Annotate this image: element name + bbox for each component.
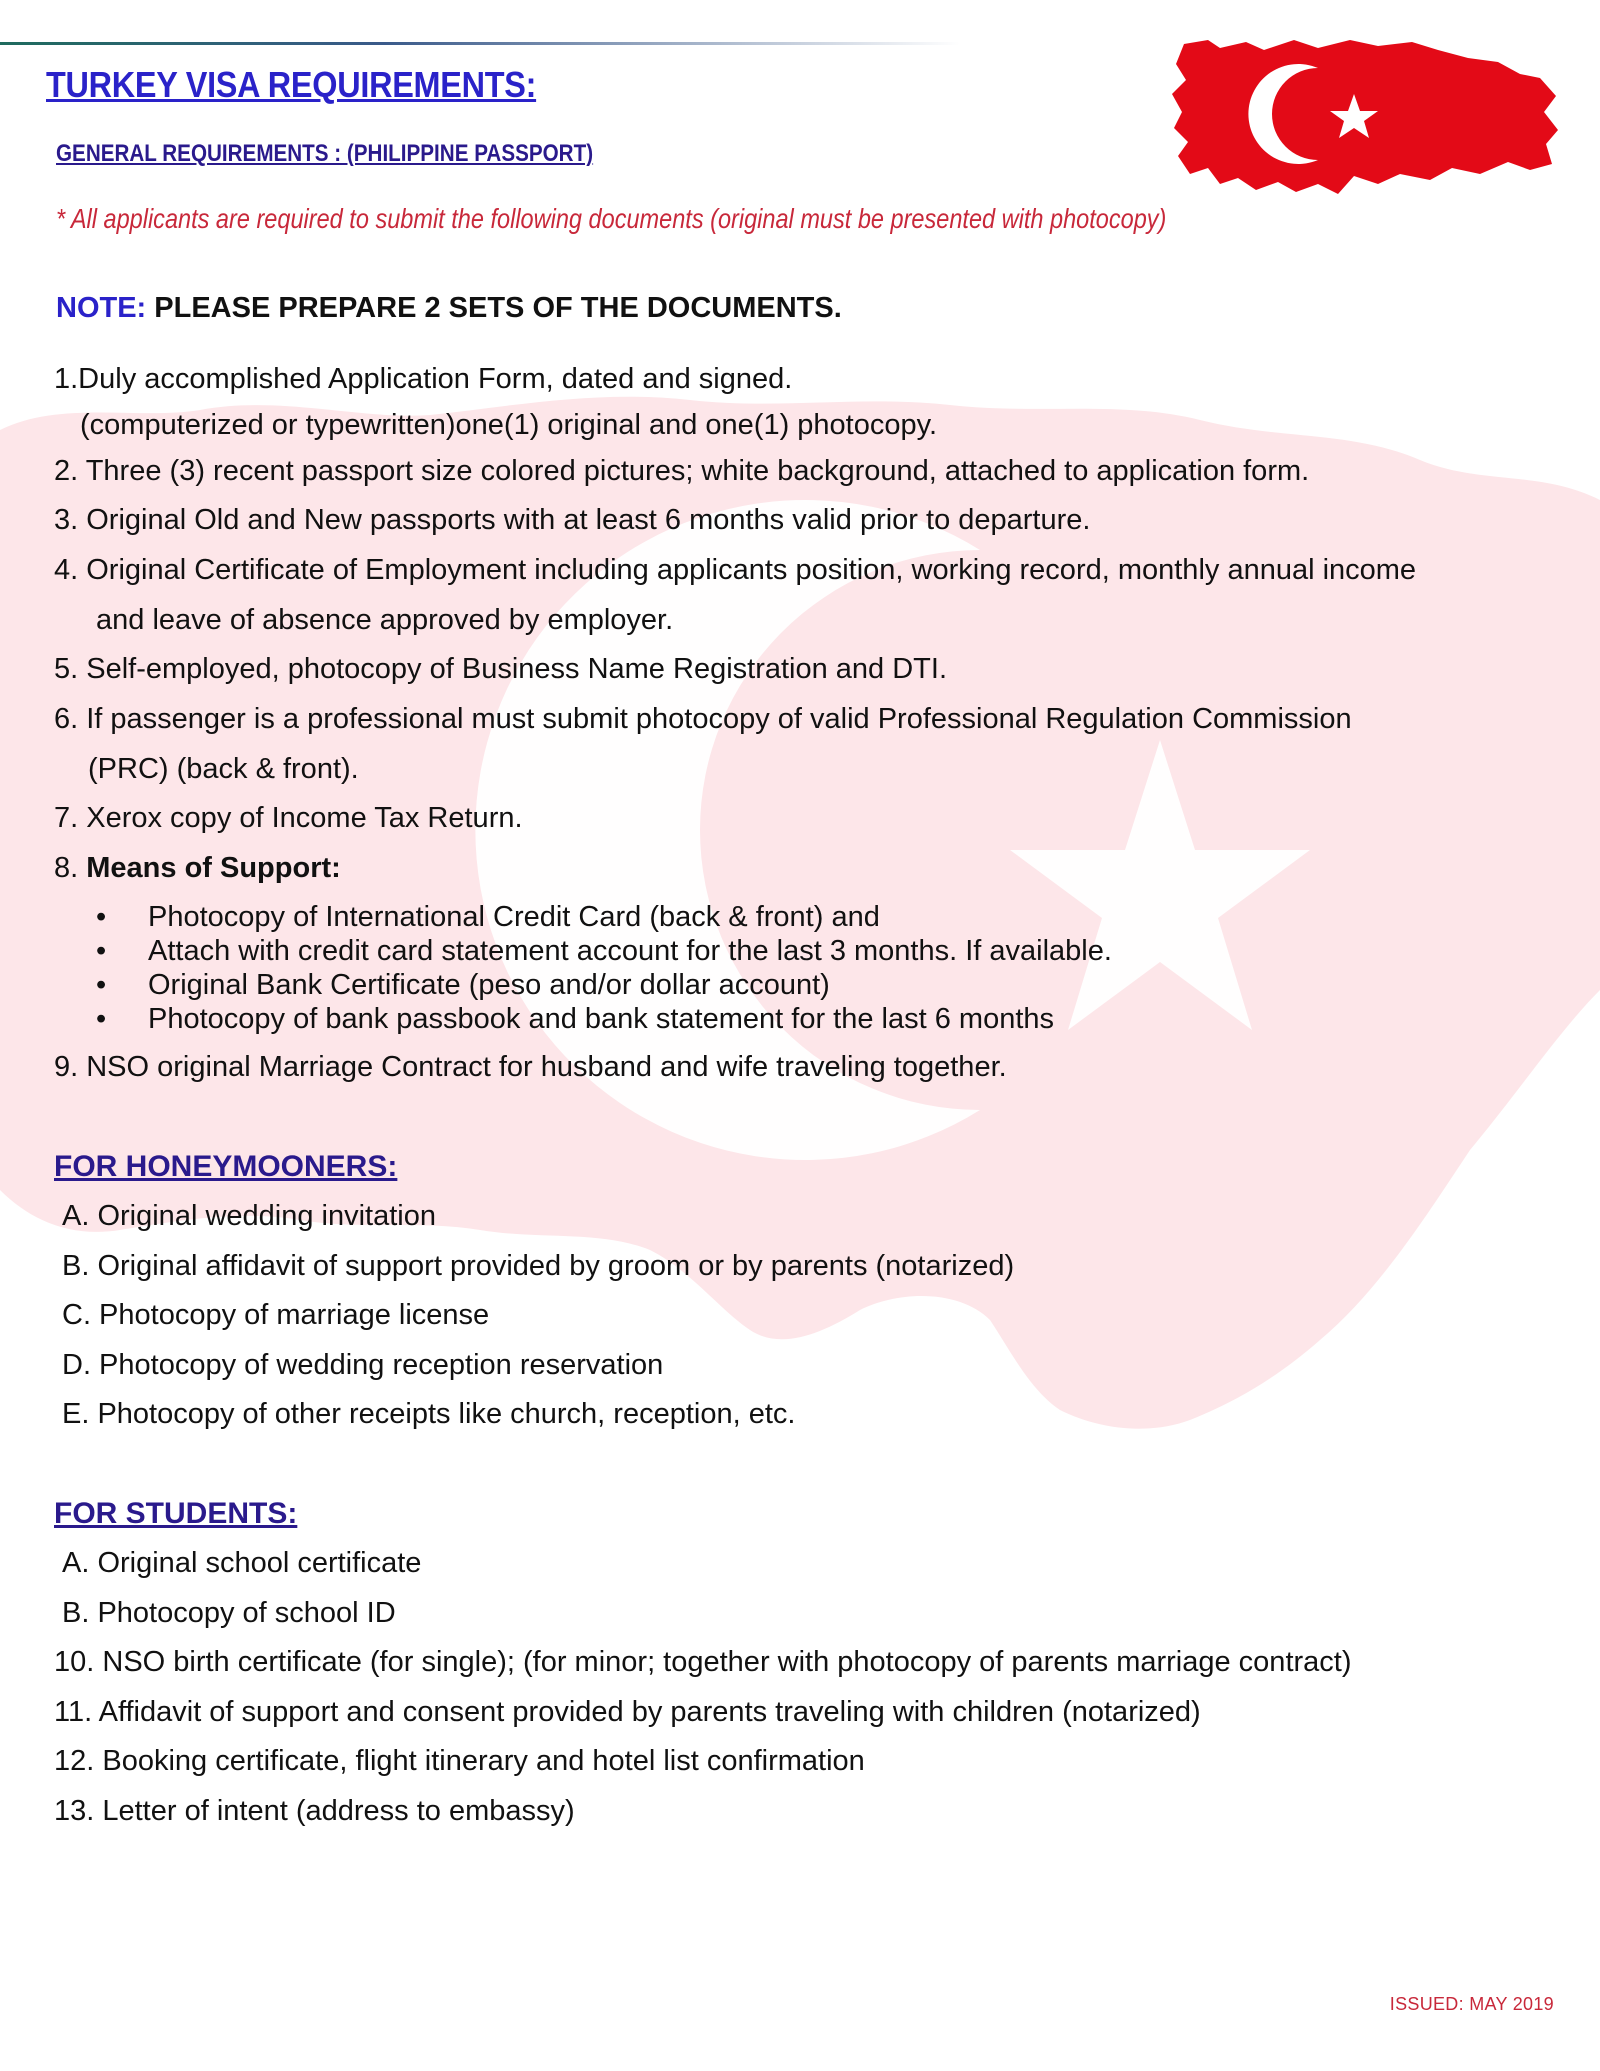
requirement-item: 10. NSO birth certificate (for single); (for minor; together with photocopy of parents marriage contract): [54, 1646, 1352, 1678]
requirement-item: 12. Booking certificate, flight itinerary and hotel list confirmation: [54, 1745, 865, 1777]
requirement-item: 4. Original Certificate of Employment including applicants position, working record, monthly annual income: [54, 554, 1417, 586]
requirement-item-continued: (computerized or typewritten)one(1) original and one(1) photocopy.: [80, 409, 938, 441]
bullet-item: [96, 968, 830, 1002]
list-item: C. Photocopy of marriage license: [62, 1299, 490, 1331]
bullet-item: [96, 934, 1112, 968]
list-item: D. Photocopy of wedding reception reservation: [62, 1349, 664, 1381]
bullet-icon: •: [96, 969, 107, 1001]
means-of-support-label: Means of Support:: [86, 852, 341, 884]
requirement-item: 6. If passenger is a professional must submit photocopy of valid Professional Regulation Commission: [54, 703, 1352, 735]
requirement-item: [54, 851, 341, 885]
requirement-item: 9. NSO original Marriage Contract for husband and wife traveling together.: [54, 1051, 1007, 1083]
list-item: B. Original affidavit of support provided by groom or by parents (notarized): [62, 1250, 1015, 1282]
requirement-item: 2. Three (3) recent passport size colored pictures; white background, attached to application form.: [54, 455, 1310, 487]
bullet-icon: •: [96, 1003, 107, 1035]
issued-date: ISSUED: MAY 2019: [1389, 1994, 1554, 2014]
bullet-item: [96, 900, 880, 934]
list-item: E. Photocopy of other receipts like church, reception, etc.: [62, 1398, 796, 1430]
requirement-item: 1.Duly accomplished Application Form, dated and signed.: [54, 363, 793, 395]
bullet-text: Attach with credit card statement account for the last 3 months. If available.: [148, 935, 1112, 967]
note-text: PLEASE PREPARE 2 SETS OF THE DOCUMENTS.: [154, 292, 842, 324]
list-item: A. Original school certificate: [62, 1547, 422, 1579]
requirement-item: 3. Original Old and New passports with at least 6 months valid prior to departure.: [54, 504, 1091, 536]
page-title: TURKEY VISA REQUIREMENTS:: [46, 64, 537, 105]
requirement-item-continued: (PRC) (back & front).: [88, 753, 359, 785]
honeymooners-heading: FOR HONEYMOONERS:: [54, 1150, 398, 1183]
students-heading: FOR STUDENTS:: [54, 1497, 298, 1530]
requirement-item: 13. Letter of intent (address to embassy): [54, 1795, 575, 1827]
requirement-item: 5. Self-employed, photocopy of Business Name Registration and DTI.: [54, 653, 948, 685]
bullet-text: Original Bank Certificate (peso and/or dollar account): [148, 969, 830, 1001]
list-item: B. Photocopy of school ID: [62, 1597, 396, 1629]
bullet-icon: •: [96, 901, 107, 933]
page-subtitle: GENERAL REQUIREMENTS : (PHILIPPINE PASSPORT): [56, 140, 594, 167]
bullet-text: Photocopy of International Credit Card (back & front) and: [148, 901, 880, 933]
requirement-item: 11. Affidavit of support and consent provided by parents traveling with children (notarized): [54, 1696, 1201, 1728]
bullet-item: [96, 1002, 1054, 1036]
note-label: NOTE:: [56, 292, 147, 324]
bullet-icon: •: [96, 935, 107, 967]
instruction-note: * All applicants are required to submit the following documents (original must be presented with photocopy): [56, 203, 1167, 234]
prepare-note: [56, 292, 842, 325]
requirement-item-continued: and leave of absence approved by employer.: [96, 604, 674, 636]
bullet-text: Photocopy of bank passbook and bank statement for the last 6 months: [148, 1003, 1055, 1035]
item-number: 8.: [54, 852, 87, 884]
requirement-item: 7. Xerox copy of Income Tax Return.: [54, 802, 523, 834]
list-item: A. Original wedding invitation: [62, 1200, 436, 1232]
